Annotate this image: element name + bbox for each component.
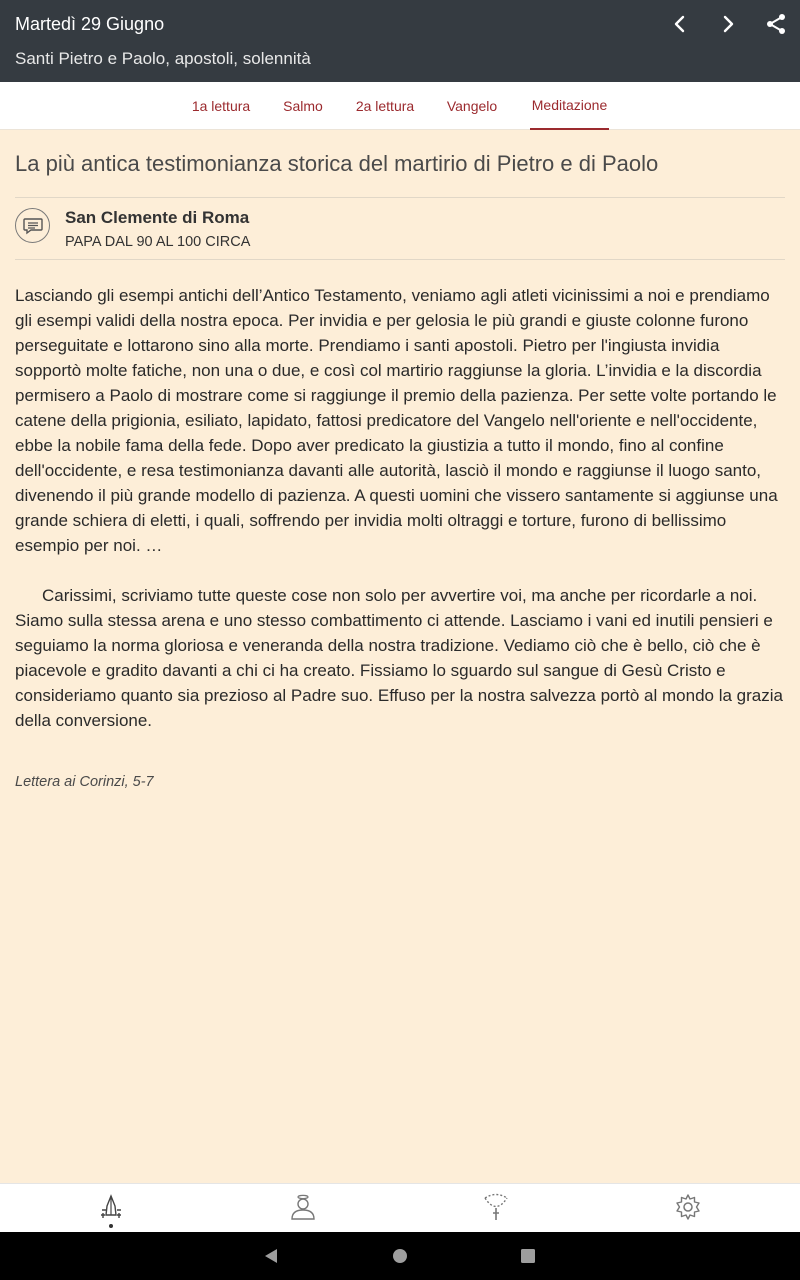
active-nav-indicator (109, 1224, 113, 1228)
header-date: Martedì 29 Giugno (15, 14, 165, 34)
share-icon (765, 13, 787, 35)
saint-icon (289, 1193, 317, 1221)
previous-day-button[interactable] (664, 10, 696, 38)
praying-hands-icon (97, 1193, 125, 1221)
tab-salmo[interactable]: Salmo (283, 98, 323, 114)
system-back-button[interactable] (261, 1246, 281, 1266)
author-avatar (15, 208, 50, 243)
system-recents-button[interactable] (518, 1246, 538, 1266)
author-name: San Clemente di Roma (65, 208, 250, 227)
back-triangle-icon (262, 1247, 280, 1265)
tab-meditazione[interactable]: Meditazione (530, 82, 609, 130)
next-day-button[interactable] (712, 10, 744, 38)
header-subtitle: Santi Pietro e Paolo, apostoli, solennità (15, 49, 311, 68)
source-reference: Lettera ai Corinzi, 5-7 (15, 774, 154, 790)
meditation-paragraph: Carissimi, scriviamo tutte queste cose non solo per avvertire voi, ma anche per ricordarle a noi. Siamo sulla stessa arena e uno stesso combattimento ci attende. Lasciamo i vani ed inutili pensieri e seguiamo la norma gloriosa e veneranda della nostra tradizione. Vediamo ciò che è bello, ciò che è piacevole e gradito davanti a chi ci ha creato. Fissiamo lo sguardo sul sangue di Gesù Cristo e consideriamo quanto sia prezioso al Padre suo. Effuso per la nostra salvezza portò al mondo la grazia della conversione. (15, 586, 783, 730)
tab-vangelo[interactable]: Vangelo (446, 98, 498, 114)
home-circle-icon (392, 1248, 408, 1264)
meditation-content (15, 130, 785, 790)
tab-seconda-lettura[interactable]: 2a lettura (355, 98, 415, 114)
nav-liturgy-button[interactable] (96, 1192, 126, 1222)
nav-saint-button[interactable] (288, 1192, 318, 1222)
meditation-title: La più antica testimonianza storica del martirio di Pietro e di Paolo (15, 151, 659, 176)
author-role: PAPA DAL 90 AL 100 CIRCA (65, 234, 251, 250)
app-bar (0, 0, 800, 82)
reading-tabs (0, 82, 800, 130)
bottom-navigation (0, 1183, 800, 1232)
nav-settings-button[interactable] (673, 1192, 703, 1222)
recents-square-icon (520, 1248, 536, 1264)
system-navigation-bar (0, 1232, 800, 1280)
chevron-left-icon (670, 14, 690, 34)
system-home-button[interactable] (390, 1246, 410, 1266)
speech-bubble-icon (22, 216, 44, 236)
gear-icon (674, 1193, 702, 1221)
meditation-paragraph: Lasciando gli esempi antichi dell’Antico Testamento, veniamo agli atleti vicinissimi a noi e prendiamo gli esempi validi della nostra epoca. Per invidia e per gelosia le più grandi e giuste colonne furono perseguitate e lottarono sino alla morte. Prendiamo i santi apostoli. Pietro per l'ingiusta invidia sopportò molte fatiche, non una o due, e così col martirio raggiunse la gloria. L’invidia e la discordia permisero a Paolo di mostrare come si raggiunge il premio della pazienza. Per sette volte portando le catene della prigionia, esiliato, lapidato, fattosi predicatore del Vangelo nell'oriente e nell'occidente, ebbe la nobile fama della fede. Dopo aver predicato la giustizia a tutto il mondo, fino al confine dell'occidente, e resa testimonianza davanti alle autorità, lasciò il mondo e raggiunse il luogo santo, divenendo il più grande modello di pazienza. A questi uomini che vissero santamente si aggiunse una grande schiera di eletti, i quali, soffrendo per invidia molti oltraggi e torture, furono di bellissimo esempio per noi. … (15, 286, 778, 555)
rosary-icon (482, 1193, 510, 1221)
tab-prima-lettura[interactable]: 1a lettura (191, 98, 251, 114)
share-button[interactable] (760, 10, 792, 38)
nav-rosary-button[interactable] (481, 1192, 511, 1222)
chevron-right-icon (718, 14, 738, 34)
author-block (15, 197, 785, 260)
